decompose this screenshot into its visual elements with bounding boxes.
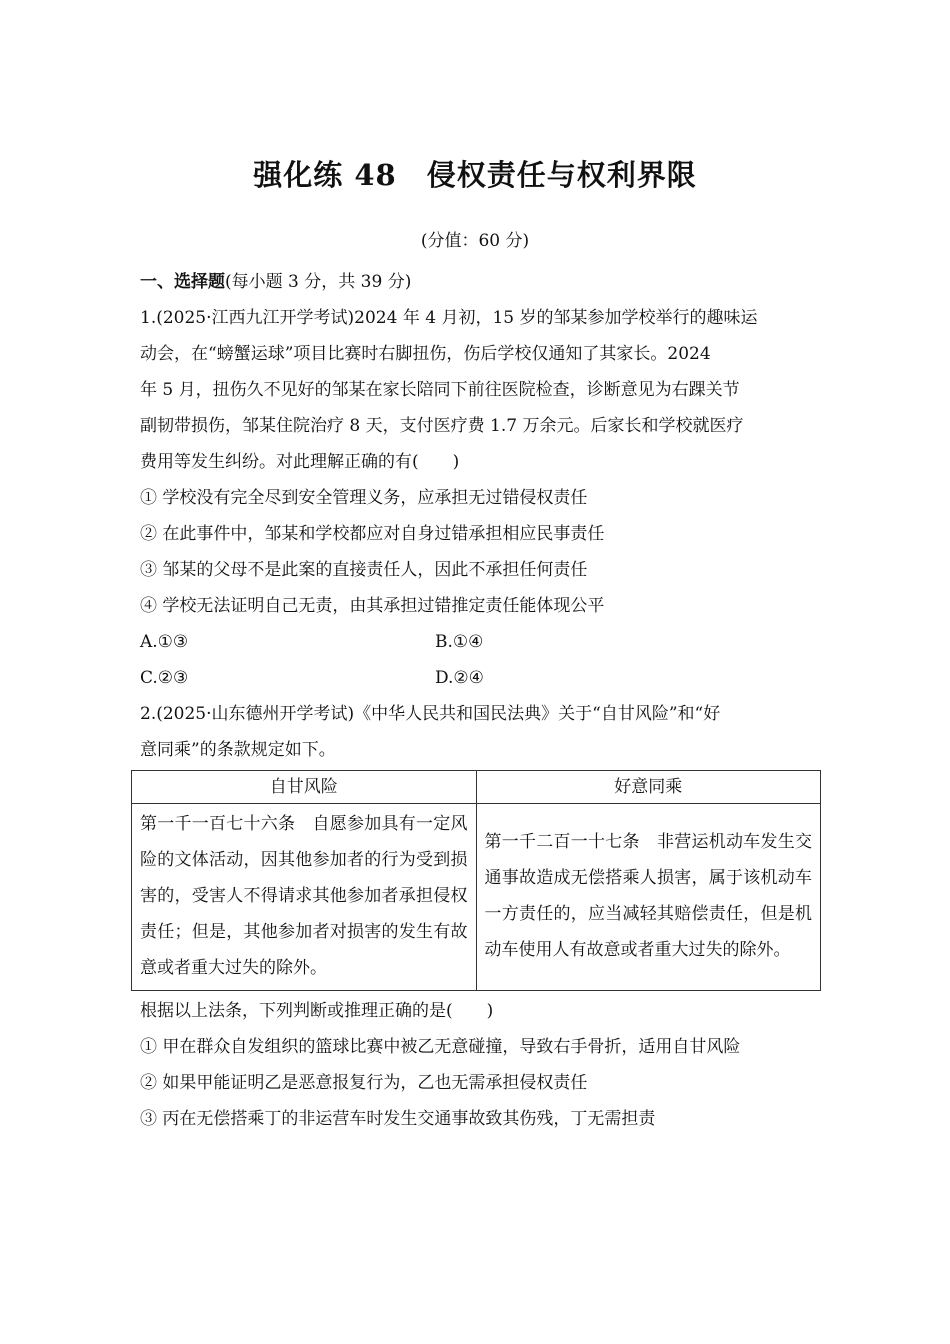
option-c[interactable]: C.②③ (140, 668, 189, 688)
question-1-statement: ④ 学校无法证明自己无责，由其承担过错推定责任能体现公平 (140, 596, 605, 616)
question-2-prompt: 根据以上法条，下列判断或推理正确的是( ) (140, 1001, 494, 1021)
option-d[interactable]: D.②④ (435, 668, 484, 688)
option-a[interactable]: A.①③ (140, 632, 189, 652)
question-2-line: 意同乘”的条款规定如下。 (140, 740, 336, 760)
question-1 (140, 300, 815, 696)
law-comparison-table (131, 770, 821, 991)
question-2-statement: ① 甲在群众自发组织的篮球比赛中被乙无意碰撞，导致右手骨折，适用自甘风险 (140, 1037, 741, 1057)
table-cell-voluntary-risk: 第一千一百七十六条 自愿参加具有一定风险的文体活动，因其他参加者的行为受到损害的，受害人不得请求其他参加者承担侵权责任；但是，其他参加者对损害的发生有故意或者重大过失的除外。 (132, 804, 477, 991)
section-title: 一、选择题 (140, 272, 225, 292)
question-1-line: 费用等发生纠纷。对此理解正确的有( ) (140, 452, 460, 472)
question-1-statement: ③ 邹某的父母不是此案的直接责任人，因此不承担任何责任 (140, 560, 588, 580)
question-1-statement: ② 在此事件中，邹某和学校都应对自身过错承担相应民事责任 (140, 524, 605, 544)
question-1-line: 动会，在“螃蟹运球”项目比赛时右脚扭伤，伤后学校仅通知了其家长。2024 (140, 344, 711, 364)
question-2-line: 2.(2025·山东德州开学考试)《中华人民共和国民法典》关于“自甘风险”和“好 (140, 704, 721, 724)
table-cell-goodwill-ride: 第一千二百一十七条 非营运机动车发生交通事故造成无偿搭乘人损害，属于该机动车一方责任的，应当减轻其赔偿责任，但是机动车使用人有故意或者重大过失的除外。 (476, 804, 821, 991)
table-header-row (132, 771, 821, 804)
table-header-cell: 好意同乘 (476, 771, 821, 804)
question-2-statement: ③ 丙在无偿搭乘丁的非运营车时发生交通事故致其伤残，丁无需担责 (140, 1109, 656, 1129)
question-1-line: 副韧带损伤，邹某住院治疗 8 天，支付医疗费 1.7 万余元。后家长和学校就医疗 (140, 416, 744, 436)
question-1-options-row (140, 660, 815, 696)
section-note: (每小题 3 分，共 39 分) (225, 272, 412, 292)
question-1-statement: ① 学校没有完全尽到安全管理义务，应承担无过错侵权责任 (140, 488, 588, 508)
table-row (132, 804, 821, 991)
question-2-statement: ② 如果甲能证明乙是恶意报复行为，乙也无需承担侵权责任 (140, 1073, 588, 1093)
option-b[interactable]: B.①④ (435, 632, 484, 652)
section-heading (140, 264, 815, 300)
question-1-line: 年 5 月，扭伤久不见好的邹某在家长陪同下前往医院检查，诊断意见为右踝关节 (140, 380, 740, 400)
question-1-line: 1.(2025·江西九江开学考试)2024 年 4 月初，15 岁的邹某参加学校举行的趣味运 (140, 308, 758, 328)
table-header-cell: 自甘风险 (132, 771, 477, 804)
question-1-options-row (140, 624, 815, 660)
question-content (140, 264, 815, 1137)
score-note: (分值：60 分) (420, 231, 530, 251)
page-title: 强化练 48 侵权责任与权利界限 (253, 158, 697, 192)
question-2 (140, 696, 815, 1137)
